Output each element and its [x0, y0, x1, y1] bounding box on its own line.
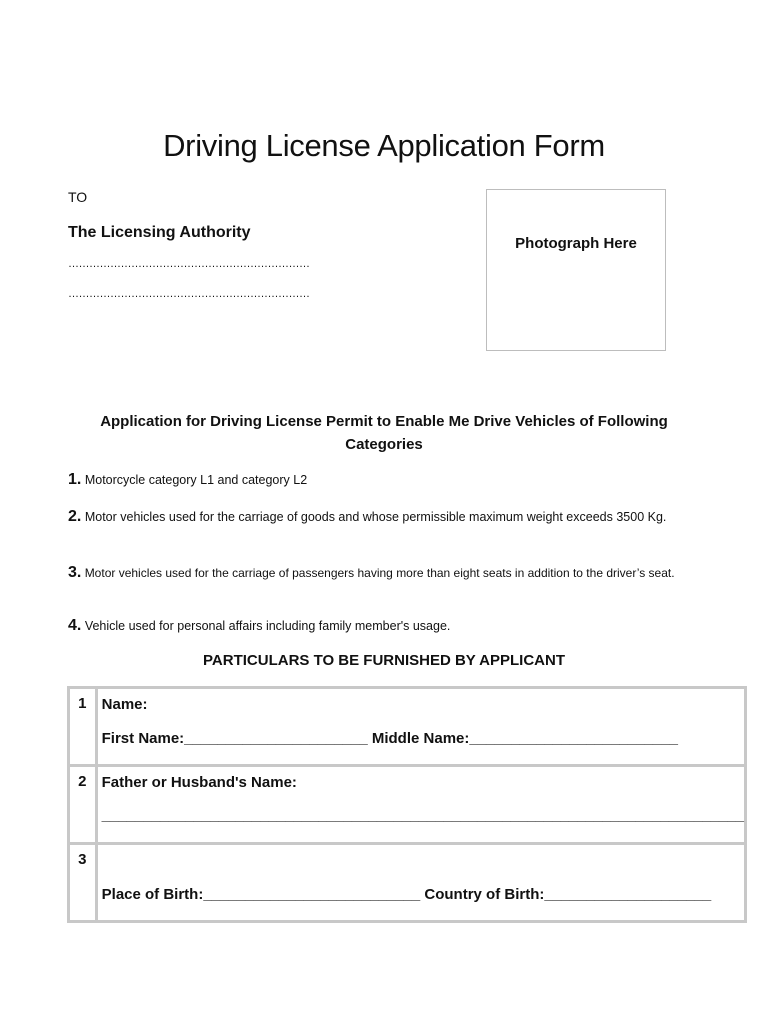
row-content	[96, 688, 745, 766]
row-number: 3	[69, 844, 97, 922]
category-text: Motor vehicles used for the carriage of goods and whose permissible maximum weight exceeds 3500 Kg.	[84, 510, 667, 524]
address-line-2: ……………………………………………………………	[68, 288, 310, 300]
photograph-label: Photograph Here	[515, 235, 637, 252]
table-row	[69, 844, 746, 922]
category-text: Vehicle used for personal affairs including family member's usage.	[84, 619, 451, 633]
category-number: 2.	[68, 508, 82, 525]
particulars-heading: PARTICULARS TO BE FURNISHED BY APPLICANT	[203, 652, 565, 669]
licensing-authority: The Licensing Authority	[68, 224, 251, 241]
category-item-1	[68, 470, 698, 490]
page-title: Driving License Application Form	[163, 128, 605, 163]
category-item-4	[68, 616, 698, 636]
father-husband-label: Father or Husband's Name:	[101, 774, 297, 791]
category-number: 3.	[68, 564, 82, 581]
to-label: TO	[68, 189, 88, 205]
name-label: Name:	[101, 696, 148, 713]
category-text: Motorcycle category L1 and category L2	[84, 473, 308, 487]
particulars-table	[67, 686, 747, 923]
category-item-2	[68, 507, 698, 527]
category-number: 1.	[68, 471, 82, 488]
photograph-box	[486, 189, 666, 351]
row-content	[96, 844, 745, 922]
application-heading: Application for Driving License Permit to Enable Me Drive Vehicles of Following Categories	[100, 413, 668, 453]
address-line-1: ……………………………………………………………	[68, 258, 310, 270]
category-item-3	[68, 563, 698, 583]
father-husband-name-field[interactable]: _____________________________________________________________________________	[101, 807, 744, 824]
table-row	[69, 766, 746, 844]
table-row	[69, 688, 746, 766]
row-content	[96, 766, 745, 844]
place-country-birth-field[interactable]: Place of Birth:__________________________ Country of Birth:____________________	[101, 886, 712, 903]
row-number: 2	[69, 766, 97, 844]
category-number: 4.	[68, 617, 82, 634]
category-text: Motor vehicles used for the carriage of passengers having more than eight seats in addition to the driver’s seat.	[84, 566, 675, 580]
row-number: 1	[69, 688, 97, 766]
first-middle-name-field[interactable]: First Name:______________________ Middle Name:_________________________	[101, 730, 678, 747]
row-3-blank-line	[102, 851, 744, 871]
